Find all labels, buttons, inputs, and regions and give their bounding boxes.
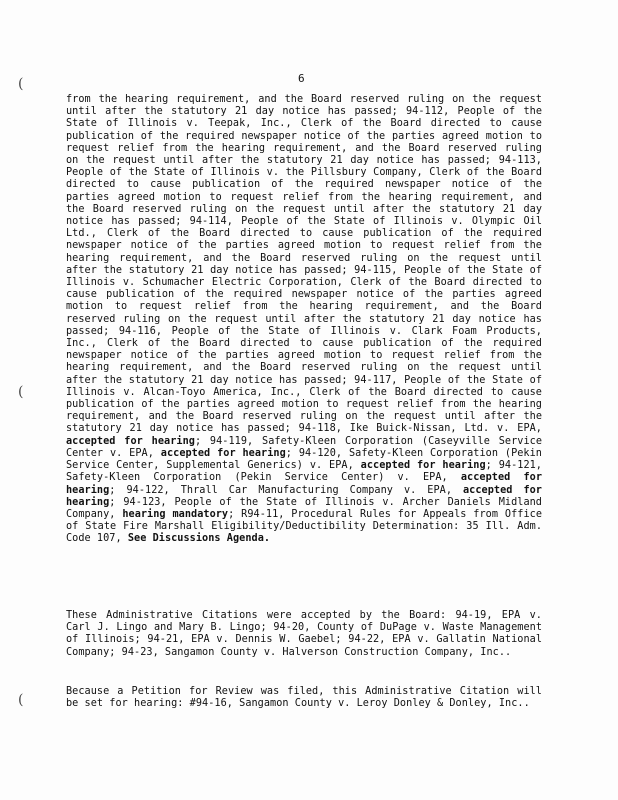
text-run: ; 94-120, Safety-Kleen Corporation (Pekin Service Center, Supplemental Generics) v. EPA, xyxy=(66,447,542,472)
text-run: ; 94-121, Safety-Kleen Corporation (Pekin Service Center) v. EPA, xyxy=(66,460,542,484)
bold-phrase: accepted for hearing xyxy=(160,447,286,459)
text-run: ; 94-122, Thrall Car Manufacturing Company v. EPA, xyxy=(109,484,463,496)
bold-phrase: hearing mandatory xyxy=(122,508,229,520)
text-run: from the hearing requirement, and the Board reserved ruling on the request until after the statutory 21 day notice has passed; 94-112, People of the State of Illinois v. Teepak, Inc., Clerk of the Board directed to cause publication of the required newspaper notice of the parties agreed motion to request relief from the hearing requirement, and the Board reserved ruling on the request until after the statutory 21 day notice has passed; 94-113, People of the State of Illinois v. the Pillsbury Company, Clerk of the Board directed to cause publication of the required newspaper notice of the parties agreed motion to request relief from the hearing requirement, and the Board reserved ruling on the request until after the statutory 21 day notice has passed; 94-114, People of the State of Illinois v. Olympic Oil Ltd., Clerk of the Board directed to cause publication of the required newspaper notice of the parties agreed motion to request relief from the hearing requirement, and the Board reserved ruling on the request until after the statutory 21 day notice has passed; 94-115, People of the State of Illinois v. Schumacher Electric Corporation, Clerk of the Board directed to cause publication of the required newspaper notice of the parties agreed motion to request relief from the hearing requirement, and the Board reserved ruling on the request until after the statutory 21 day notice has passed; 94-116, People of the State of Illinois v. Clark Foam Products, Inc., Clerk of the Board directed to cause publication of the required newspaper notice of the parties agreed motion to request relief from the hearing requirement, and the Board reserved ruling on the request until after the statutory 21 day notice has passed; 94-117, People of the State of Illinois v. Alcan-Toyo America, Inc., Clerk of the Board directed to cause publication of the parties agreed motion to request relief from the hearing requirement, and the Board reserved ruling on the request until after the statutory 21 day notice has passed; 94-118, Ike Buick-Nissan, Ltd. v. EPA, xyxy=(66,94,542,435)
text-run: ; 94-123, People of the State of Illinois v. Archer Daniels Midland Company, xyxy=(66,496,542,520)
paragraph-petition-for-review xyxy=(66,686,542,710)
bold-phrase: accepted for hearing xyxy=(66,472,542,496)
punch-mark-middle: ( xyxy=(18,384,24,400)
bold-phrase: See Discussions Agenda. xyxy=(127,533,271,545)
text-run: These Administrative Citations were accepted by the Board: 94-19, EPA v. Carl J. Lingo and Mary B. Lingo; 94-20, County of DuPage v. Waste Management of Illinois; 94-21, EPA v. Dennis W. Gaebel; 94-22, EPA v. Gallatin National Company; 94-23, Sangamon County v. Halverson Construction Company, Inc.. xyxy=(66,610,542,658)
bold-phrase: accepted for hearing xyxy=(360,460,486,472)
punch-mark-bottom: ( xyxy=(18,692,24,708)
paragraph-administrative-citations xyxy=(66,610,542,659)
bold-phrase: accepted for hearing xyxy=(66,435,195,447)
text-run: ; R94-11, Procedural Rules for Appeals from Office of State Fire Marshall Eligibility/Deductibility Determination: 35 Ill. Adm. Code 107, xyxy=(66,508,542,545)
bold-phrase: accepted for hearing xyxy=(66,484,542,508)
text-run: Because a Petition for Review was filed, this Administrative Citation will be set for hearing: #94-16, Sangamon County v. Leroy Donley & Donley, Inc.. xyxy=(66,686,542,710)
page-number: 6 xyxy=(298,72,305,85)
punch-mark-top: ( xyxy=(18,76,24,92)
paragraph-docket-listing xyxy=(66,94,542,546)
text-run: ; 94-119, Safety-Kleen Corporation (Caseyville Service Center v. EPA, xyxy=(66,435,542,459)
